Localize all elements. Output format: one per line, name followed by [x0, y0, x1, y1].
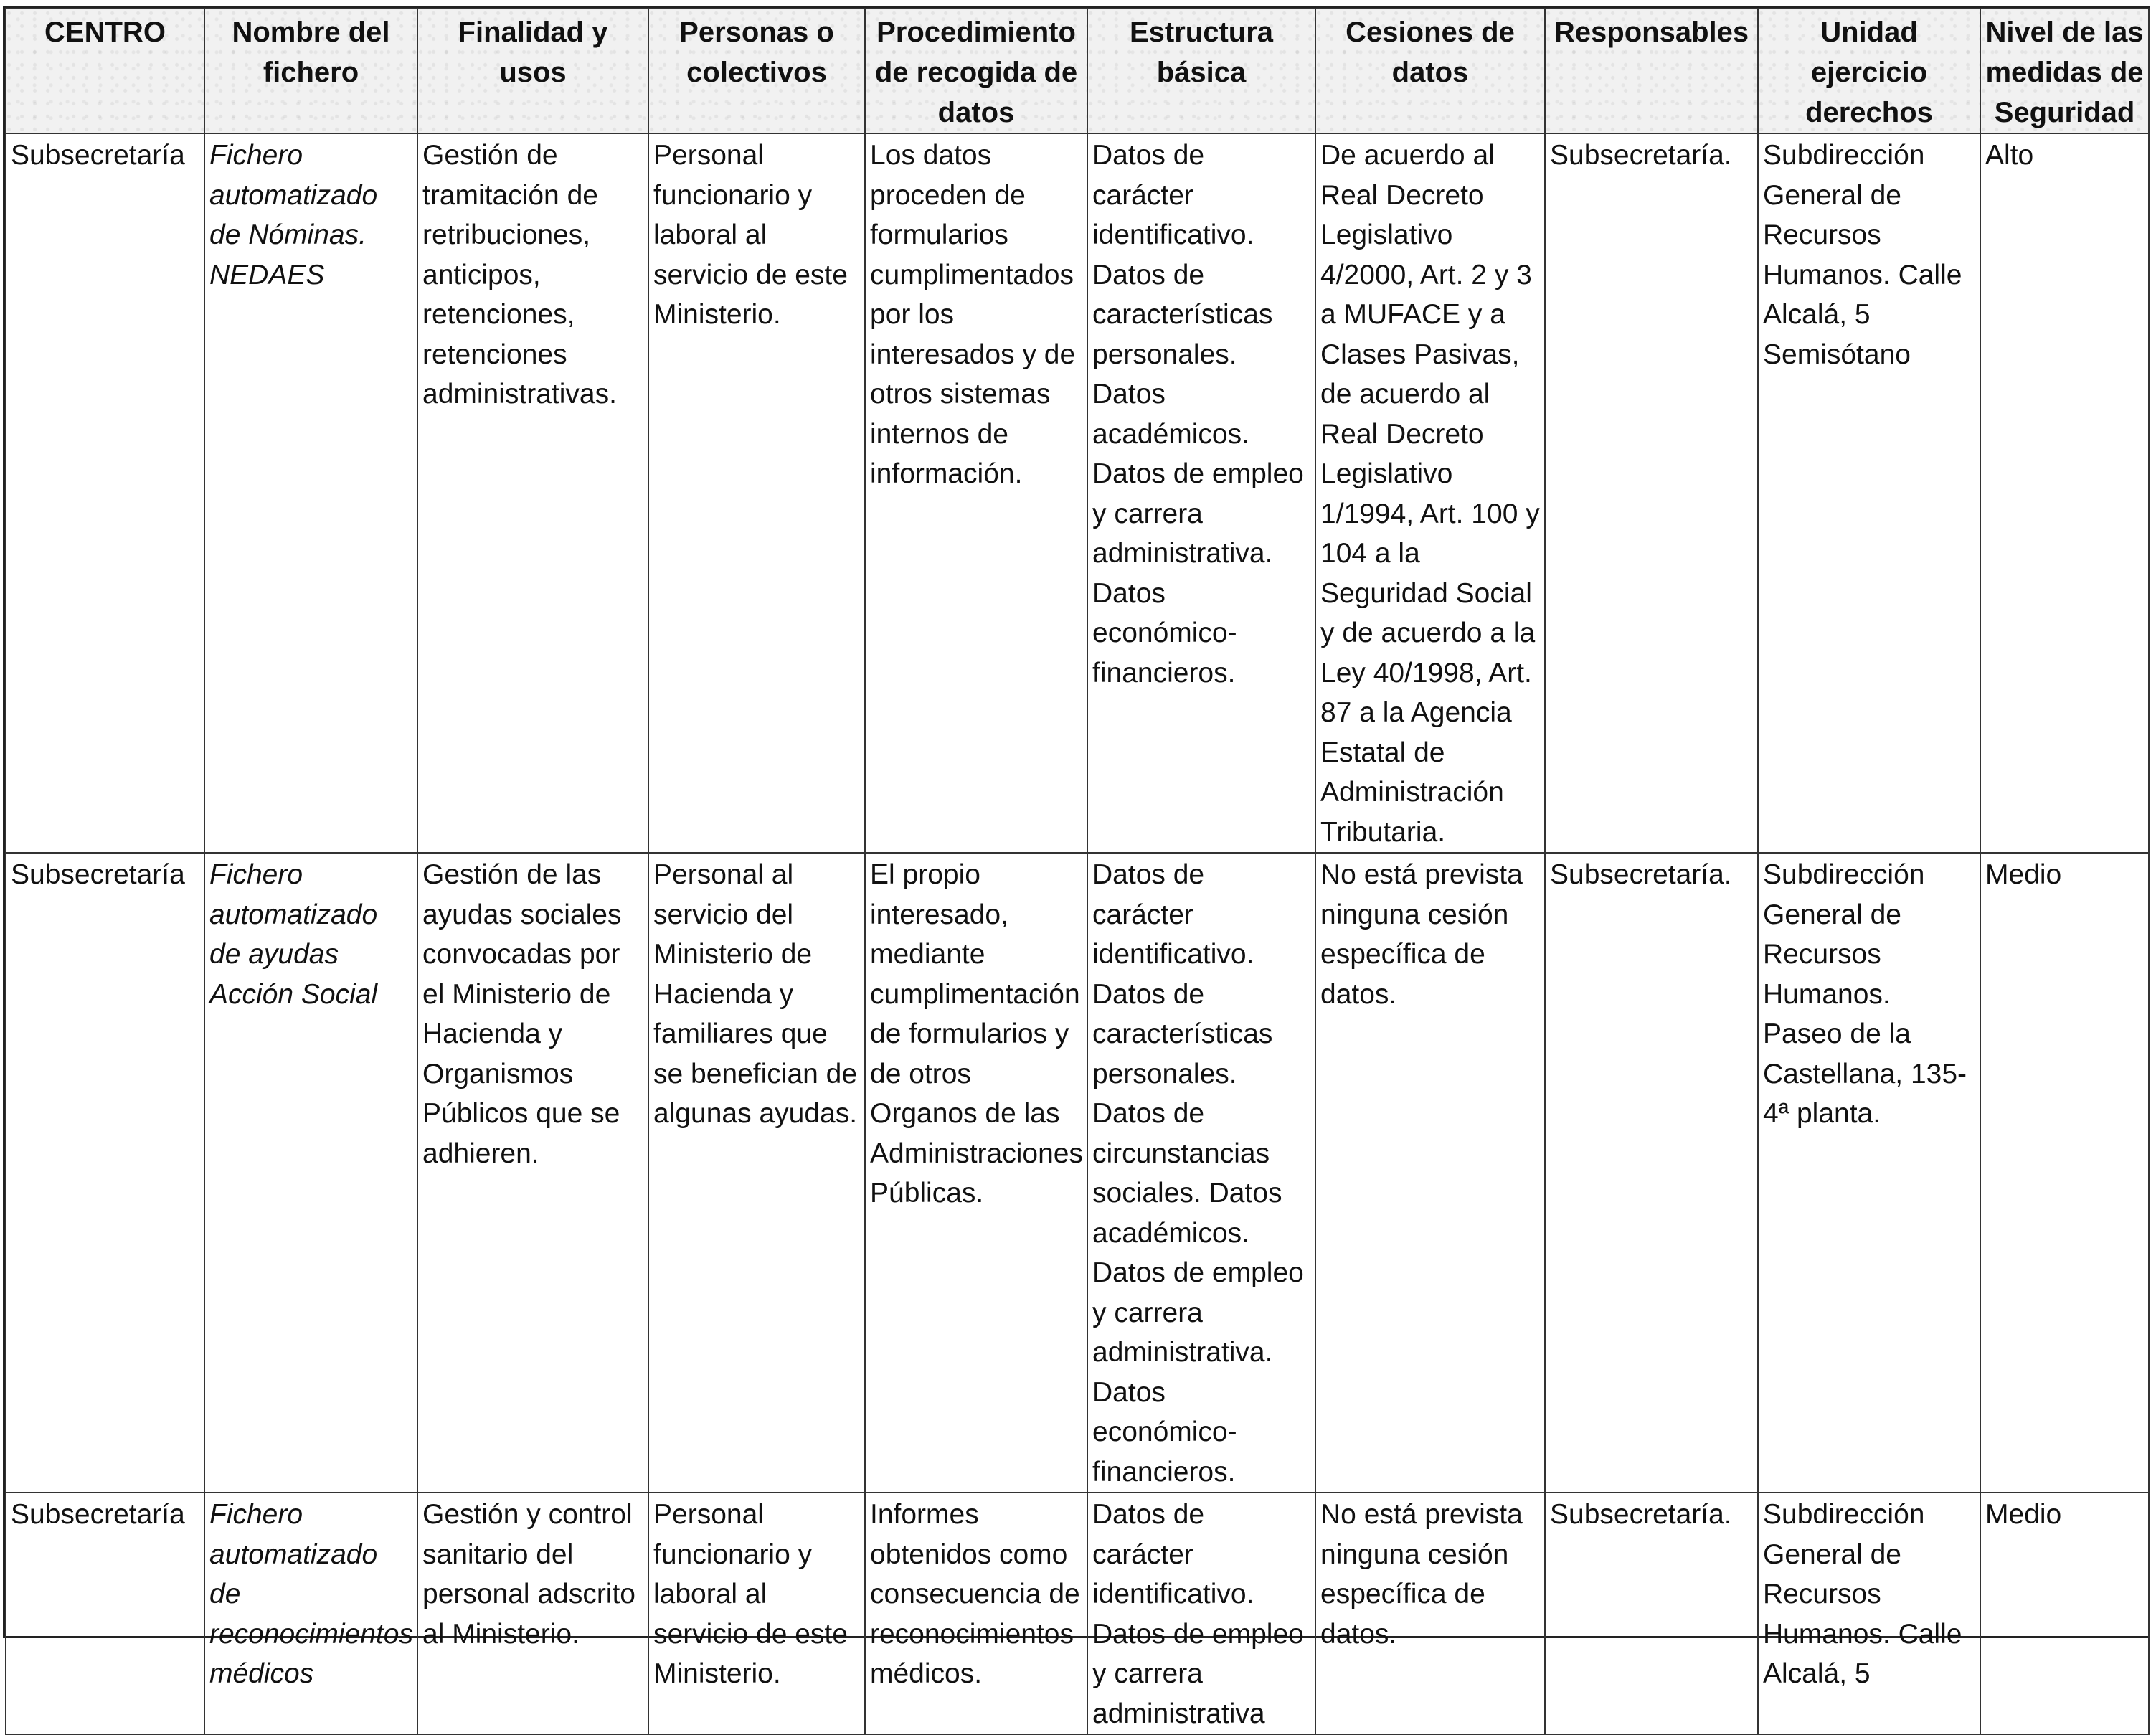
header-finalidad: Finalidad y usos	[417, 9, 648, 133]
cell-unidad: Subdirección General de Recursos Humanos. Calle Alcalá, 5	[1758, 1493, 1980, 1734]
cell-responsables: Subsecretaría.	[1545, 853, 1758, 1493]
header-responsables: Responsables	[1545, 9, 1758, 133]
cell-nombre: Fichero automatizado de Nóminas. NEDAES	[204, 133, 417, 853]
cell-estructura: Datos de carácter identificativo. Datos de características personales. Datos académicos. Datos de empleo y carrera administrativa. Datos económico-financieros.	[1087, 133, 1315, 853]
cell-finalidad: Gestión y control sanitario del personal adscrito al Ministerio.	[417, 1493, 648, 1734]
header-centro: CENTRO	[6, 9, 204, 133]
cell-nombre: Fichero automatizado de ayudas Acción Social	[204, 853, 417, 1493]
cell-nivel: Alto	[1980, 133, 2149, 853]
cell-procedimiento: Los datos proceden de formularios cumplimentados por los interesados y de otros sistemas internos de información.	[865, 133, 1087, 853]
cell-centro: Subsecretaría	[6, 853, 204, 1493]
document-page	[3, 6, 2150, 1729]
header-row	[6, 9, 2149, 133]
cell-personas: Personal funcionario y laboral al servicio de este Ministerio.	[648, 1493, 865, 1734]
cell-nivel: Medio	[1980, 1493, 2149, 1734]
header-nombre: Nombre del fichero	[204, 9, 417, 133]
cell-cesiones: De acuerdo al Real Decreto Legislativo 4/2000, Art. 2 y 3 a MUFACE y a Clases Pasivas, de acuerdo al Real Decreto Legislativo 1/1994, Art. 100 y 104 a la Seguridad Social y de acuerdo a la Ley 40/1998, Art. 87 a la Agencia Estatal de Administración Tributaria.	[1315, 133, 1545, 853]
data-files-table	[5, 8, 2150, 1735]
table-row	[6, 853, 2149, 1493]
header-estructura: Estructura básica	[1087, 9, 1315, 133]
cell-unidad: Subdirección General de Recursos Humanos. Calle Alcalá, 5 Semisótano	[1758, 133, 1980, 853]
cell-estructura: Datos de carácter identificativo. Datos de características personales. Datos de circunstancias sociales. Datos académicos. Datos de empleo y carrera administrativa. Datos económico-financieros.	[1087, 853, 1315, 1493]
cell-centro: Subsecretaría	[6, 1493, 204, 1734]
cell-cesiones: No está prevista ninguna cesión específica de datos.	[1315, 1493, 1545, 1734]
header-nivel: Nivel de las medidas de Seguridad	[1980, 9, 2149, 133]
cell-personas: Personal al servicio del Ministerio de Hacienda y familiares que se benefician de algunas ayudas.	[648, 853, 865, 1493]
cell-unidad: Subdirección General de Recursos Humanos. Paseo de la Castellana, 135-4ª planta.	[1758, 853, 1980, 1493]
cell-personas: Personal funcionario y laboral al servicio de este Ministerio.	[648, 133, 865, 853]
cell-nivel: Medio	[1980, 853, 2149, 1493]
cell-cesiones: No está prevista ninguna cesión específica de datos.	[1315, 853, 1545, 1493]
cell-nombre: Fichero automatizado de reconocimientos médicos	[204, 1493, 417, 1734]
header-personas: Personas o colectivos	[648, 9, 865, 133]
cell-responsables: Subsecretaría.	[1545, 1493, 1758, 1734]
cell-procedimiento: Informes obtenidos como consecuencia de reconocimientos médicos.	[865, 1493, 1087, 1734]
cell-finalidad: Gestión de las ayudas sociales convocadas por el Ministerio de Hacienda y Organismos Públicos que se adhieren.	[417, 853, 648, 1493]
table-row	[6, 133, 2149, 853]
cell-responsables: Subsecretaría.	[1545, 133, 1758, 853]
cell-centro: Subsecretaría	[6, 133, 204, 853]
cell-finalidad: Gestión de tramitación de retribuciones, anticipos, retenciones, retenciones administrativas.	[417, 133, 648, 853]
header-cesiones: Cesiones de datos	[1315, 9, 1545, 133]
header-unidad: Unidad ejercicio derechos	[1758, 9, 1980, 133]
cell-estructura: Datos de carácter identificativo. Datos de empleo y carrera administrativa	[1087, 1493, 1315, 1734]
cell-procedimiento: El propio interesado, mediante cumplimentación de formularios y de otros Organos de las Administraciones Públicas.	[865, 853, 1087, 1493]
table-row	[6, 1493, 2149, 1734]
header-procedimiento: Procedimiento de recogida de datos	[865, 9, 1087, 133]
